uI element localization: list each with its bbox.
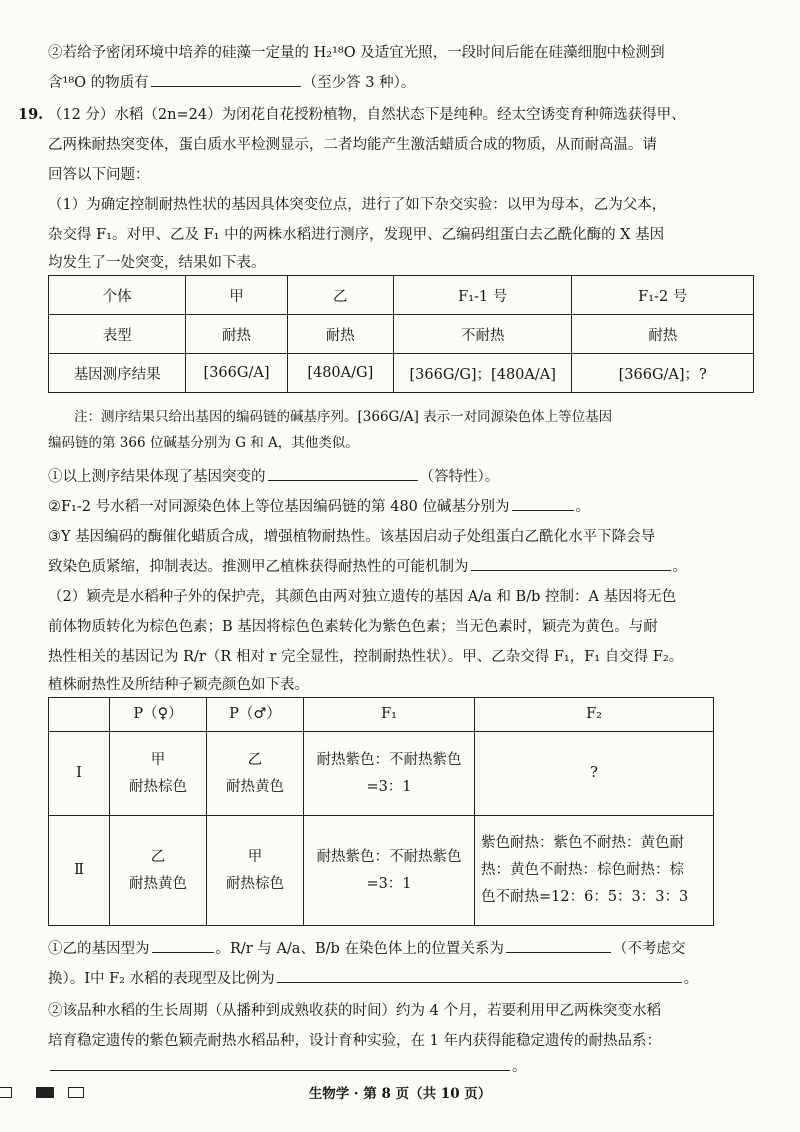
answer-blank[interactable] bbox=[471, 554, 671, 571]
sub-question-3-line1: ③Y 基因编码的酶催化蜡质合成，增强植物耐热性。该基因启动子处组蛋白乙酰化水平下降会导 bbox=[48, 529, 656, 545]
table-row: 表型 耐热 耐热 不耐热 耐热 bbox=[49, 315, 754, 354]
part1-line3: 均发生了一处突变，结果如下表。 bbox=[48, 255, 266, 271]
part1-line2: 杂交得 F₁。对甲、乙及 F₁ 中的两株水稻进行测序，发现甲、乙编码组蛋白去乙酰化酶的 X 基因 bbox=[48, 227, 665, 243]
part1-line1: （1）为确定控制耐热性状的基因具体突变位点，进行了如下杂交实验：以甲为母本，乙为父本， bbox=[48, 197, 667, 213]
q19-intro-line3: 回答以下问题： bbox=[48, 167, 150, 183]
cross-table bbox=[48, 697, 714, 926]
answer-blank[interactable] bbox=[268, 464, 418, 481]
sub-question-3-line2: 致染色质紧缩，抑制表达。推测甲乙植株获得耐热性的可能机制为 。 bbox=[48, 552, 752, 582]
table-note-line2: 编码链的第 366 位碱基分别为 G 和 A，其他类似。 bbox=[48, 435, 359, 451]
q18-line2: 含¹⁸O 的物质有 （至少答 3 种）。 bbox=[48, 68, 752, 98]
q19-intro-line2: 乙两株耐热突变体，蛋白质水平检测显示，二者均能产生激活蜡质合成的物质，从而耐高温。请 bbox=[48, 137, 657, 153]
q19-intro-line1: 19. （12 分）水稻（2n=24）为闭花自花授粉植物，自然状态下是纯种。经太空诱变育种筛选获得甲、 bbox=[18, 106, 686, 123]
table-header-row: 个体 甲 乙 F₁-1 号 F₁-2 号 bbox=[49, 276, 754, 315]
part2-line1: （2）颖壳是水稻种子外的保护壳，其颜色由两对独立遗传的基因 A/a 和 B/b 控制：A 基因将无色 bbox=[48, 589, 677, 605]
question-t2-line2: 培育稳定遗传的紫色颖壳耐热水稻品种，设计育种实验，在 1 年内获得能稳定遗传的耐热品系： bbox=[48, 1033, 661, 1049]
question-t1-line1: ①乙的基因型为 。R/r 与 A/a、B/b 在染色体上的位置关系为 （不考虑交 bbox=[48, 934, 752, 964]
answer-blank[interactable] bbox=[50, 1054, 510, 1071]
table-header-row: P（♀） P（♂） F₁ F₂ bbox=[49, 698, 714, 732]
sub-question-2: ②F₁-2 号水稻一对同源染色体上等位基因编码链的第 480 位碱基分别为 。 bbox=[48, 492, 752, 522]
answer-blank[interactable] bbox=[152, 936, 214, 953]
answer-blank[interactable] bbox=[151, 70, 301, 87]
question-t2-line3: 。 bbox=[48, 1052, 752, 1082]
sequencing-table bbox=[48, 275, 754, 393]
table-row: Ⅰ 甲 耐热棕色 乙 耐热黄色 耐热紫色：不耐热紫色 =3：1 ? bbox=[49, 732, 714, 816]
page-footer: 生物学 · 第 8 页（共 10 页） bbox=[308, 1086, 492, 1102]
question-t2-line1: ②该品种水稻的生长周期（从播种到成熟收获的时间）约为 4 个月，若要利用甲乙两株突变水稻 bbox=[48, 1003, 661, 1019]
q18-line1: ②若给予密闭环境中培养的硅藻一定量的 H₂¹⁸O 及适宜光照，一段时间后能在硅藻细胞中检测到 bbox=[48, 45, 665, 61]
answer-blank[interactable] bbox=[277, 966, 682, 983]
part2-line3: 热性相关的基因记为 R/r（R 相对 r 完全显性，控制耐热性状）。甲、乙杂交得 F₁，F₁ 自交得 F₂。 bbox=[48, 649, 684, 665]
answer-blank[interactable] bbox=[512, 494, 574, 511]
part2-line4: 植株耐热性及所结种子颖壳颜色如下表。 bbox=[48, 677, 309, 693]
table-note-line1: 注：测序结果只给出基因的编码链的碱基序列。[366G/A] 表示一对同源染色体上等位基因 bbox=[74, 409, 613, 425]
question-t1-line2: 换）。Ⅰ中 F₂ 水稻的表现型及比例为 。 bbox=[48, 964, 752, 994]
question-number: 19. bbox=[18, 106, 44, 123]
table-row: 基因测序结果 [366G/A] [480A/G] [366G/G]；[480A/A] [366G/A]；? bbox=[49, 354, 754, 393]
answer-blank[interactable] bbox=[506, 936, 611, 953]
sub-question-1: ①以上测序结果体现了基因突变的 （答特性）。 bbox=[48, 462, 752, 492]
part2-line2: 前体物质转化为棕色色素；B 基因将棕色色素转化为紫色色素；当无色素时，颖壳为黄色。与耐 bbox=[48, 619, 658, 635]
table-row: Ⅱ 乙 耐热黄色 甲 耐热棕色 耐热紫色：不耐热紫色 =3：1 紫色耐热：紫色不耐热：黄色耐 热：黄色不耐热：棕色耐热：棕 色不耐热=12：6：5：3：3：3 bbox=[49, 816, 714, 926]
